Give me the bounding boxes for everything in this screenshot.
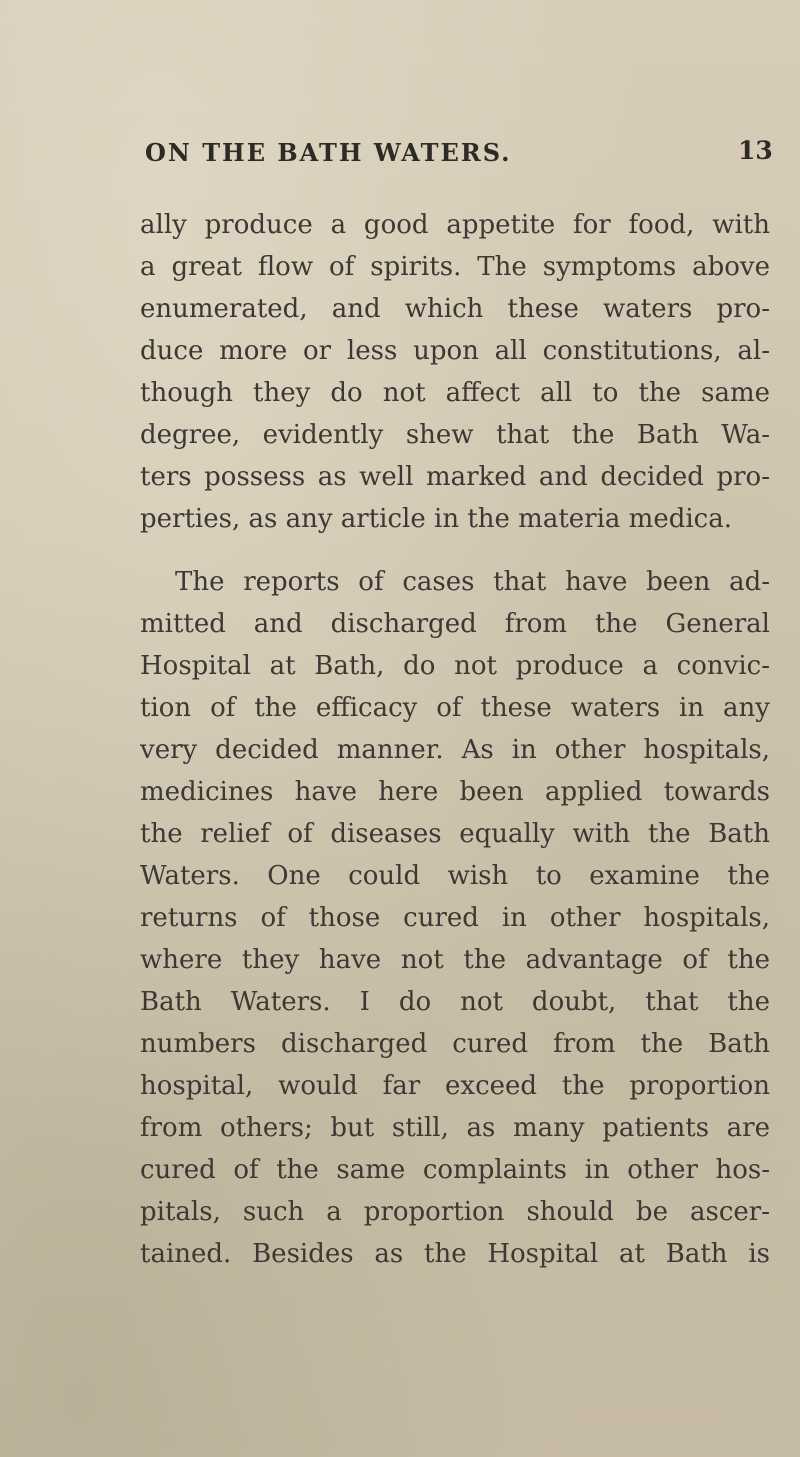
paragraph-1-line-7: ters possess as well marked and decided pro- [140, 462, 770, 492]
paragraph-2-line-2: mitted and discharged from the General [140, 609, 770, 639]
paragraph-2-line-12: numbers discharged cured from the Bath [140, 1029, 770, 1059]
paragraph-2-line-10: where they have not the advantage of the [140, 945, 770, 975]
paragraph-1-line-8: perties, as any article in the materia medica. [140, 504, 733, 534]
paragraph-2-line-7: the relief of diseases equally with the Bath [140, 819, 770, 849]
paragraph-2-line-3: Hospital at Bath, do not produce a convic- [140, 651, 770, 681]
paragraph-1-line-5: though they do not affect all to the same [140, 378, 770, 408]
paragraph-1-line-2: a great flow of spirits. The symptoms above [140, 252, 770, 282]
paragraph-2-line-17: tained. Besides as the Hospital at Bath is [140, 1239, 770, 1269]
page-number: 13 [738, 136, 773, 165]
paragraph-1-line-4: duce more or less upon all constitutions, al- [140, 336, 770, 366]
running-head: ON THE BATH WATERS. [145, 138, 512, 167]
paragraph-1-line-1: ally produce a good appetite for food, with [140, 210, 770, 240]
paragraph-2-line-4: tion of the efficacy of these waters in any [140, 693, 770, 723]
paragraph-2-line-14: from others; but still, as many patients are [140, 1113, 770, 1143]
paragraph-2-line-5: very decided manner. As in other hospitals, [140, 735, 770, 765]
paragraph-2-line-16: pitals, such a proportion should be ascer- [140, 1197, 770, 1227]
paragraph-1-line-6: degree, evidently shew that the Bath Wa- [140, 420, 770, 450]
paragraph-2-line-9: returns of those cured in other hospitals, [140, 903, 770, 933]
paragraph-2-line-15: cured of the same complaints in other hos- [140, 1155, 770, 1185]
paragraph-2-line-1: The reports of cases that have been ad- [175, 567, 770, 597]
paragraph-2-line-11: Bath Waters. I do not doubt, that the [140, 987, 770, 1017]
paragraph-2-line-13: hospital, would far exceed the proportion [140, 1071, 770, 1101]
paragraph-2-line-8: Waters. One could wish to examine the [140, 861, 770, 891]
paragraph-2-line-6: medicines have here been applied towards [140, 777, 770, 807]
paragraph-1-line-3: enumerated, and which these waters pro- [140, 294, 770, 324]
